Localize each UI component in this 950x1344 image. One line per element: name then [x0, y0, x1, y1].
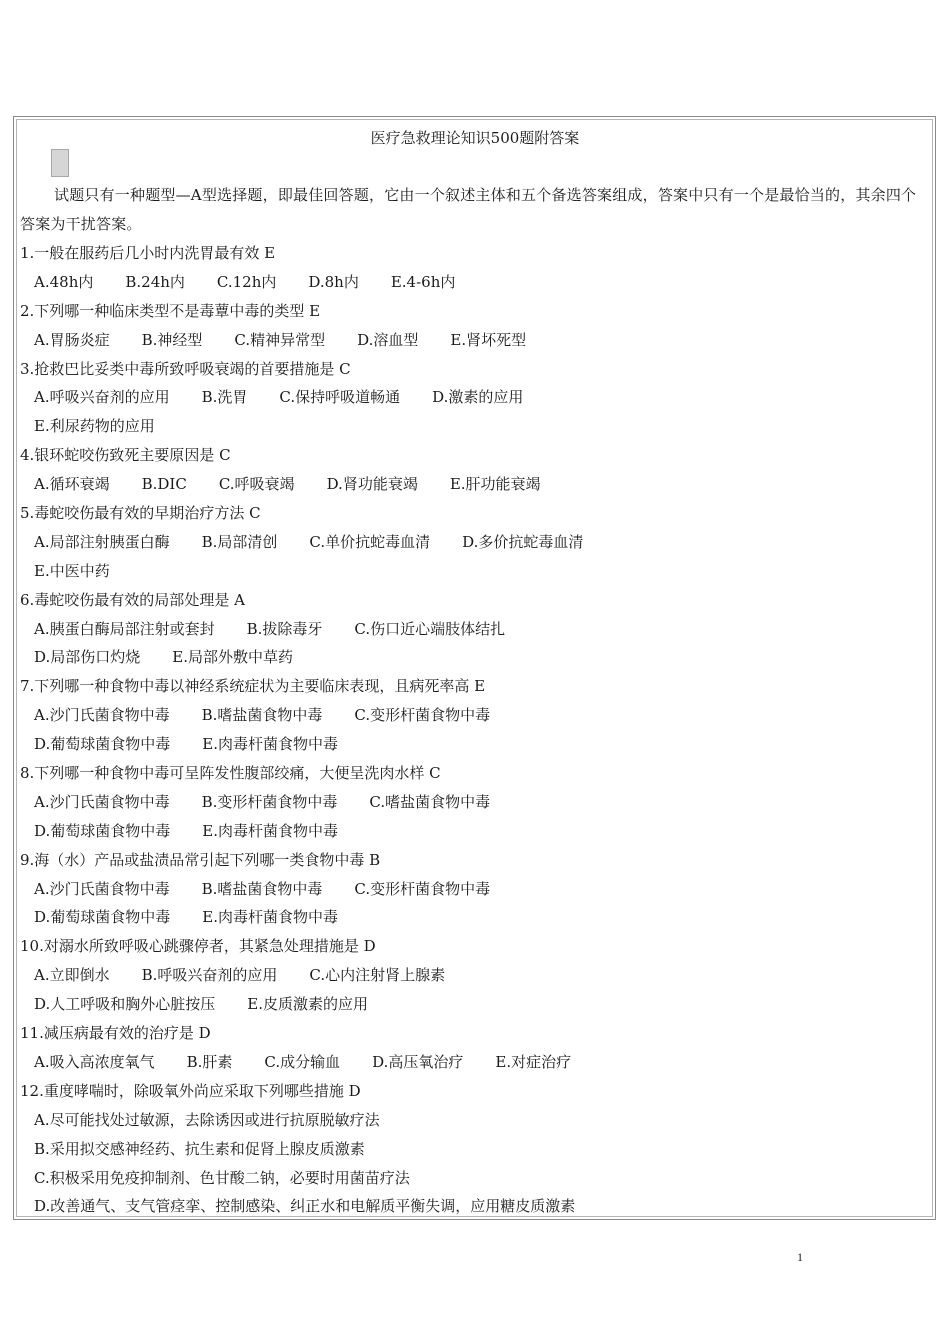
option-row [20, 326, 930, 355]
answer-option: B.DIC [141, 475, 187, 494]
answer-option: B.嗜盐菌食物中毒 [201, 879, 323, 898]
question-stem: 11.减压病最有效的治疗是 D [20, 1024, 211, 1043]
answer-option: C.心内注射肾上腺素 [309, 966, 446, 985]
answer-option: D.溶血型 [357, 330, 419, 349]
answer-option: E.局部外敷中草药 [172, 648, 293, 667]
answer-option: A.沙门氏菌食物中毒 [34, 706, 170, 725]
answer-option: C.积极采用免疫抑制剂、色甘酸二钠，必要时用菌苗疗法 [34, 1168, 410, 1187]
option-row [20, 875, 930, 904]
option-row [20, 412, 930, 441]
answer-option: E.4-6h内 [390, 272, 456, 291]
answer-option: B.局部清创 [201, 532, 278, 551]
placeholder-box [51, 149, 69, 177]
option-row [20, 817, 930, 846]
question-stem: 6.毒蛇咬伤最有效的局部处理是 A [20, 590, 245, 609]
question-stem: 7.下列哪一种食物中毒以神经系统症状为主要临床表现，且病死率高 E [20, 677, 486, 696]
question-stem: 2.下列哪一种临床类型不是毒蕈中毒的类型 E [20, 301, 321, 320]
answer-option: C.呼吸衰竭 [218, 475, 295, 494]
answer-option: A.沙门氏菌食物中毒 [34, 792, 170, 811]
option-row [20, 903, 930, 932]
answer-option: E.肾坏死型 [450, 330, 527, 349]
option-row [20, 557, 930, 586]
answer-option: C.成分输血 [264, 1052, 341, 1071]
option-row [20, 1106, 930, 1135]
answer-option: E.肝功能衰竭 [449, 475, 541, 494]
option-row [20, 961, 930, 990]
answer-option: B.洗胃 [201, 388, 248, 407]
answer-option: D.肾功能衰竭 [326, 475, 418, 494]
answer-option: D.人工呼吸和胸外心脏按压 [34, 995, 216, 1014]
option-row [20, 1164, 930, 1193]
answer-option: A.沙门氏菌食物中毒 [34, 879, 170, 898]
answer-option: A.吸入高浓度氧气 [34, 1052, 155, 1071]
option-row [20, 1048, 930, 1077]
answer-option: A.呼吸兴奋剂的应用 [34, 388, 170, 407]
option-row [20, 528, 930, 557]
option-row [20, 268, 930, 297]
answer-option: D.激素的应用 [432, 388, 524, 407]
option-row [20, 643, 930, 672]
page-number: 1 [797, 1250, 803, 1264]
option-row [20, 1192, 930, 1221]
intro-paragraph: 试题只有一种题型—A型选择题，即最佳回答题，它由一个叙述主体和五个备选答案组成，答案中只有一个是最恰当的，其余四个答案为干扰答案。 [20, 186, 917, 233]
option-row [20, 788, 930, 817]
answer-option: D.葡萄球菌食物中毒 [34, 735, 171, 754]
answer-option: B.变形杆菌食物中毒 [201, 792, 338, 811]
answer-option: E.皮质激素的应用 [247, 995, 368, 1014]
question-stem: 1.一般在服药后几小时内洗胃最有效 E [20, 244, 276, 262]
option-row [20, 615, 930, 644]
answer-option: E.中医中药 [34, 561, 110, 580]
answer-option: E.肉毒杆菌食物中毒 [202, 735, 338, 754]
answer-option: A.立即倒水 [34, 966, 110, 985]
answer-option: B.神经型 [141, 330, 203, 349]
answer-option: D.葡萄球菌食物中毒 [34, 908, 171, 927]
question-stem: 10.对溺水所致呼吸心跳骤停者，其紧急处理措施是 D [20, 937, 376, 956]
answer-option: B.肝素 [186, 1052, 233, 1071]
question-stem: 12.重度哮喘时，除吸氧外尚应采取下列哪些措施 D [20, 1081, 361, 1100]
answer-option: C.变形杆菌食物中毒 [354, 879, 491, 898]
answer-option: C.保持呼吸道畅通 [279, 388, 401, 407]
answer-option: D.多价抗蛇毒血清 [462, 532, 584, 551]
answer-option: D.局部伤口灼烧 [34, 648, 141, 667]
option-row [20, 701, 930, 730]
option-row [20, 383, 930, 412]
answer-option: A.胃肠炎症 [34, 330, 110, 349]
answer-option: E.肉毒杆菌食物中毒 [202, 908, 338, 927]
answer-option: A.胰蛋白酶局部注射或套封 [34, 619, 215, 638]
answer-option: C.嗜盐菌食物中毒 [369, 792, 491, 811]
answer-option: B.嗜盐菌食物中毒 [201, 706, 323, 725]
answer-option: C.伤口近心端肢体结扎 [354, 619, 506, 638]
question-stem: 8.下列哪一种食物中毒可呈阵发性腹部绞痛，大便呈洗肉水样 C [20, 764, 441, 783]
option-row [20, 470, 930, 499]
answer-option: B.采用拟交感神经药、抗生素和促肾上腺皮质激素 [34, 1139, 365, 1158]
answer-option: C.变形杆菌食物中毒 [354, 706, 491, 725]
answer-option: D.8h内 [308, 272, 359, 291]
answer-option: B.拔除毒牙 [246, 619, 323, 638]
answer-option: C.12h内 [216, 272, 277, 291]
answer-option: D.改善通气、支气管痉挛、控制感染、纠正水和电解质平衡失调，应用糖皮质激素 [34, 1197, 576, 1216]
option-row [20, 990, 930, 1019]
answer-option: D.高压氧治疗 [372, 1052, 464, 1071]
question-stem: 5.毒蛇咬伤最有效的早期治疗方法 C [20, 504, 261, 523]
answer-option: E.对症治疗 [495, 1052, 572, 1071]
question-stem: 9.海（水）产品或盐渍品常引起下列哪一类食物中毒 B [20, 850, 381, 869]
question-stem: 3.抢救巴比妥类中毒所致呼吸衰竭的首要措施是 C [20, 359, 351, 378]
answer-option: A.48h内 [34, 272, 94, 291]
answer-option: D.葡萄球菌食物中毒 [34, 821, 171, 840]
answer-option: C.单价抗蛇毒血清 [309, 532, 431, 551]
answer-option: A.尽可能找处过敏源，去除诱因或进行抗原脱敏疗法 [34, 1110, 380, 1129]
answer-option: C.精神异常型 [234, 330, 326, 349]
question-list [20, 239, 930, 1221]
answer-option: E.肉毒杆菌食物中毒 [202, 821, 338, 840]
question-stem: 4.银环蛇咬伤致死主要原因是 C [20, 446, 231, 465]
answer-option: A.循环衰竭 [34, 475, 110, 494]
option-row [20, 730, 930, 759]
answer-option: B.呼吸兴奋剂的应用 [141, 966, 278, 985]
answer-option: E.利尿药物的应用 [34, 417, 155, 436]
answer-option: B.24h内 [125, 272, 185, 291]
document-title: 医疗急救理论知识500题附答案 [370, 129, 580, 147]
option-row [20, 1135, 930, 1164]
answer-option: A.局部注射胰蛋白酶 [34, 532, 170, 551]
